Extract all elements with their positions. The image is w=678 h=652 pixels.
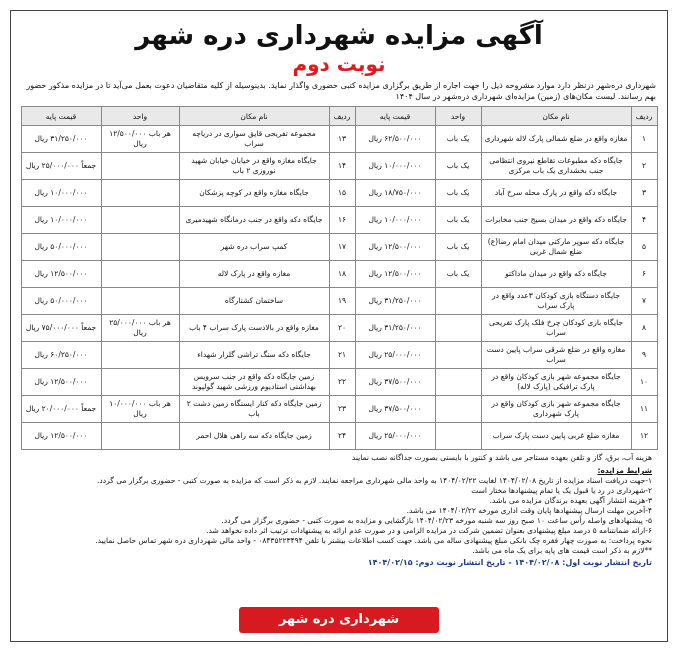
table-cell: ۱۰/۰۰۰/۰۰۰ ریال [355, 207, 435, 234]
table-cell: جایگاه دکه واقع در جنب درمانگاه شهیدمیری [179, 207, 329, 234]
condition-item: ۲-شهرداری در رد یا قبول یک یا تمام پیشنهادها مختار است [471, 486, 652, 495]
table-header-cell: نام مکان [179, 107, 329, 126]
table-cell: ۶ [631, 261, 657, 288]
table-cell: ۱۱ [631, 396, 657, 423]
table-cell: ۳۷/۵۰۰/۰۰۰ ریال [355, 369, 435, 396]
intro-paragraph: شهرداری دره‌شهر درنظر دارد موارد مشروحه ذیل را جهت اجاره از طریق برگزاری مزایده کتبی حضوری واگذار نماید. بدینوسیله از کلیه متقاضیان دعوت بعمل می‌آید تا در مزایده مذکور حضور بهم رسانند. لیست مکان‌های (زمین) مزایده‌ای شهرداری دره‌شهر در سال ۱۴۰۴ [26, 81, 656, 101]
table-cell: ۱۲/۵۰۰/۰۰۰ ریال [355, 234, 435, 261]
table-cell: ۱۲/۵۰۰/۰۰۰ ریال [21, 369, 101, 396]
table-cell: ۱۹ [329, 288, 355, 315]
table-cell: ۳۱/۲۵۰/۰۰۰ ریال [355, 315, 435, 342]
table-cell: یک باب [435, 234, 481, 261]
table-cell: ۴ [631, 207, 657, 234]
table-cell: مغازه ضلع غربی پایین دست پارک سراب [481, 423, 631, 450]
table-header-cell: نام مکان [481, 107, 631, 126]
table-cell: ۱۸ [329, 261, 355, 288]
table-cell: جایگاه دکه مطبوعات تقاطع نیروی انتظامی جنب بخشداری یک باب مرکزی [481, 153, 631, 180]
table-header-cell: واحد [435, 107, 481, 126]
table-cell: مغازه واقع در پارک لاله [179, 261, 329, 288]
table-cell: هر باب ۲۵/۰۰۰/۰۰۰ ریال [101, 315, 179, 342]
table-cell: کمپ سراب دره شهر [179, 234, 329, 261]
table-cell: ۲۰ [329, 315, 355, 342]
condition-item: ۱-جهت دریافت اسناد مزایده از تاریخ ۱۴۰۴/۰۲/۰۸ لغایت ۱۴۰۴/۰۲/۲۲ به واحد مالی شهرداری مراجعه نمایند. لازم به ذکر است که مزایده به صورت کتبی - حضوری برگزار می گردد. [97, 476, 652, 485]
condition-item: ۴-آخرین مهلت ارسال پیشنهادها پایان وقت اداری مورخه ۱۴۰۴/۰۲/۲۲ می باشد. [406, 506, 652, 515]
table-cell: یک باب [435, 126, 481, 153]
table-cell: ۱۲/۵۰۰/۰۰۰ ریال [355, 261, 435, 288]
table-cell: مغازه واقع در بالادست پارک سراب ۴ باب [179, 315, 329, 342]
table-cell: جمعاً ۲۵/۰۰۰/۰۰۰ ریال [21, 153, 101, 180]
table-cell: مغازه واقع در ضلع شمالی پارک لاله شهرداری [481, 126, 631, 153]
table-cell: ۳ [631, 180, 657, 207]
table-cell: یک باب [435, 153, 481, 180]
table-cell: ۱۰ [631, 369, 657, 396]
table-header-cell: قیمت پایه [21, 107, 101, 126]
table-cell: ۱۰/۰۰۰/۰۰۰ ریال [21, 180, 101, 207]
table-cell: جایگاه مجموعه شهر بازی کودکان واقع در پارک ترافیکی (پارک لاله) [481, 369, 631, 396]
table-cell: ۲۵/۰۰۰/۰۰۰ ریال [355, 423, 435, 450]
table-cell: ۱۸/۷۵۰/۰۰۰ ریال [355, 180, 435, 207]
table-cell: ۲۵/۰۰۰/۰۰۰ ریال [355, 342, 435, 369]
condition-item: نحوه پرداخت: به صورت چهار فقره چک بانکی مبلغ پیشنهادی ساله می باشد. جهت کسب اطلاعات بیشتر با تلفن ۰۸۴۳۵۲۲۳۴۹۴ - واحد مالی شهرداری دره شهر تماس حاصل نمایید. [95, 536, 652, 545]
table-cell: جایگاه دکه واقع در میدان ماداکتو [481, 261, 631, 288]
table-cell: ۵۰/۰۰۰/۰۰۰ ریال [21, 234, 101, 261]
table-cell: جایگاه بازی کودکان چرخ فلک پارک تفریحی سراب [481, 315, 631, 342]
table-cell: ۱۰/۰۰۰/۰۰۰ ریال [355, 153, 435, 180]
table-cell: مغازه واقع در ضلع شرقی سراب پایین دست سراب [481, 342, 631, 369]
table-cell: ۱۲/۵۰۰/۰۰۰ ریال [21, 261, 101, 288]
table-cell: هر باب ۱۲/۵۰۰/۰۰۰ ریال [101, 126, 179, 153]
table-cell: ۲۲ [329, 369, 355, 396]
table-cell: ۱۵ [329, 180, 355, 207]
publication-dates: تاریخ انتشار نوبت اول: ۱۴۰۴/۰۲/۰۸ - تاریخ انتشار نوبت دوم: ۱۴۰۴/۰۲/۱۵ [367, 558, 652, 567]
table-cell: جایگاه مجموعه شهر بازی کودکان واقع در پارک شهرداری [481, 396, 631, 423]
table-header-cell: ردیف [329, 107, 355, 126]
condition-item: ۳-هزینه انتشار آگهی بعهده برندگان مزایده می باشد. [489, 496, 652, 505]
page-title: آگهی مزایده شهرداری دره شهر [135, 21, 543, 51]
table-cell: جایگاه دکه واقع در پارک محله سرخ آباد [481, 180, 631, 207]
table-cell: ۱۰/۰۰۰/۰۰۰ ریال [21, 207, 101, 234]
table-cell: ۲۱ [329, 342, 355, 369]
table-cell: ساختمان کشتارگاه [179, 288, 329, 315]
table-cell: ۱ [631, 126, 657, 153]
conditions-title: شرایط مزایده: [597, 466, 652, 475]
table-cell: هر باب ۱۰/۰۰۰/۰۰۰ ریال [101, 396, 179, 423]
page-subtitle: نوبت دوم [292, 52, 386, 76]
page-border [10, 10, 668, 642]
table-cell: جایگاه دکه سنگ تراشی گلزار شهداء [179, 342, 329, 369]
table-cell: ۱۷ [329, 234, 355, 261]
table-cell: جمعاً ۷۵/۰۰۰/۰۰۰ ریال [21, 315, 101, 342]
table-cell: یک باب [435, 207, 481, 234]
table-cell: یک باب [435, 180, 481, 207]
table-cell: ۱۳ [329, 126, 355, 153]
condition-item: ۶-ارائه ضمانتنامه ۵ درصد مبلغ پیشنهادی بعنوان تضمین شرکت در مزایده الزامی و در صورت عدم ارائه به پیشنهادات ترتیب اثر داده نخواهد شد. [206, 526, 652, 535]
condition-item: **لازم به ذکر است قیمت های پایه برای یک ماه می باشد. [472, 546, 652, 555]
table-cell: ۳۷/۵۰۰/۰۰۰ ریال [355, 396, 435, 423]
table-cell: ۳۱/۲۵۰/۰۰۰ ریال [355, 288, 435, 315]
footer-municipality-label: شهرداری دره شهر [239, 607, 439, 633]
table-header-cell: ردیف [631, 107, 657, 126]
table-cell: ۵۰/۰۰۰/۰۰۰ ریال [21, 288, 101, 315]
table-cell: جایگاه دستگاه بازی کودکان ۳عدد واقع در پارک سراب [481, 288, 631, 315]
table-cell: ۲۴ [329, 423, 355, 450]
table-cell: جایگاه مغازه واقع در خیابان خیابان شهید نوروزی ۲ باب [179, 153, 329, 180]
table-cell: جمعاً ۲۰/۰۰۰/۰۰۰ ریال [21, 396, 101, 423]
table-cell: ۱۲/۵۰۰/۰۰۰ ریال [21, 423, 101, 450]
table-cell: ۲ [631, 153, 657, 180]
table-cell: یک باب [435, 261, 481, 288]
table-cell: جایگاه دکه واقع در میدان بسیج جنب مخابرات [481, 207, 631, 234]
table-header-cell: قیمت پایه [355, 107, 435, 126]
table-header-cell: واحد [101, 107, 179, 126]
table-cell: ۳۱/۲۵۰/۰۰۰ ریال [21, 126, 101, 153]
table-cell: مجموعه تفریحی قایق سواری در دریاچه سراب [179, 126, 329, 153]
table-footnote: هزینه آب، برق، گاز و تلفن بعهده مستاجر می باشد و کنتور با بایستی بصورت جداگانه نصب نمایند [351, 453, 652, 462]
table-cell: زمین جایگاه دکه واقع در جنب سرویس بهداشتی استادیوم ورزشی شهید گولیوند [179, 369, 329, 396]
table-cell: ۶۲/۵۰۰/۰۰۰ ریال [355, 126, 435, 153]
table-cell: زمین جایگاه دکه کنار ایستگاه زمین دشت ۲ باب [179, 396, 329, 423]
table-cell: ۲۳ [329, 396, 355, 423]
table-cell: زمین جایگاه دکه سه راهی هلال احمر [179, 423, 329, 450]
table-cell: ۱۴ [329, 153, 355, 180]
table-cell: جایگاه مغازه واقع در کوچه پزشکان [179, 180, 329, 207]
table-cell: ۷ [631, 288, 657, 315]
table-cell: ۶۰/۲۵۰/۰۰۰ ریال [21, 342, 101, 369]
table-cell: ۹ [631, 342, 657, 369]
table-cell: ۵ [631, 234, 657, 261]
table-cell: ۱۲ [631, 423, 657, 450]
table-cell: ۱۶ [329, 207, 355, 234]
condition-item: ۵- پیشنهادهای واصله رأس ساعت ۱۰ صبح روز سه شنبه مورخه ۱۴۰۴/۰۲/۲۳ بازگشایی و مزایده به صورت کتبی - حضوری برگزار می گردد. [221, 516, 652, 525]
table-cell: جایگاه دکه سوپر مارکتی میدان امام رضا(ع) ضلع شمال غربی [481, 234, 631, 261]
table-cell: ۸ [631, 315, 657, 342]
